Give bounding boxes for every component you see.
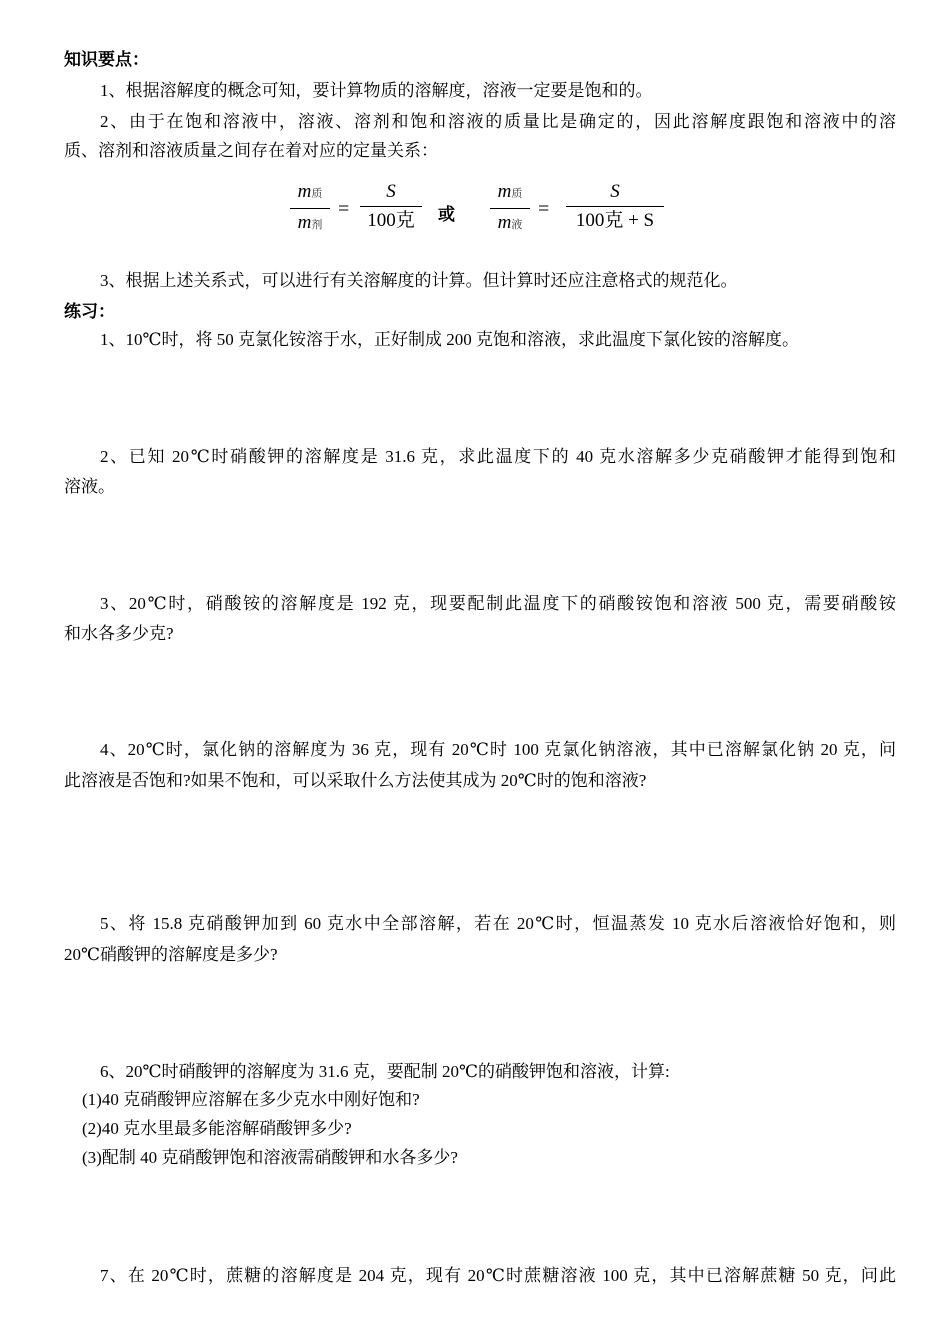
- fraction-solute-over-solvent: m质 m剂: [290, 180, 330, 237]
- question-6-line1: 6、20℃时硝酸钾的溶解度为 31.6 克，要配制 20℃的硝酸钾饱和溶液，计算:: [100, 1062, 670, 1081]
- knowledge-heading: 知识要点：: [64, 50, 149, 69]
- knowledge-point-1: 1、根据溶解度的概念可知，要计算物质的溶解度，溶液一定要是饱和的。: [100, 81, 653, 100]
- question-6-part-2: (2)40 克水里最多能溶解硝酸钾多少?: [82, 1119, 352, 1138]
- question-3-line2: 和水各多少克?: [64, 624, 174, 643]
- question-7-line1: 7、在 20℃时，蔗糖的溶解度是 204 克，现有 20℃时蔗糖溶液 100 克，其中已溶解蔗糖 50 克，问此: [100, 1266, 896, 1285]
- knowledge-point-2-line1: 2、由于在饱和溶液中，溶液、溶剂和饱和溶液的质量比是确定的，因此溶解度跟饱和溶液中的溶: [100, 112, 896, 131]
- knowledge-point-2-line2: 质、溶剂和溶液质量之间存在着对应的定量关系：: [64, 141, 438, 160]
- question-2-line1: 2、已知 20℃时硝酸钾的溶解度是 31.6 克，求此温度下的 40 克水溶解多少克硝酸钾才能得到饱和: [100, 447, 896, 466]
- solubility-formula: [290, 180, 670, 242]
- question-3-line1: 3、20℃时，硝酸铵的溶解度是 192 克，现要配制此温度下的硝酸铵饱和溶液 500 克，需要硝酸铵: [100, 594, 896, 613]
- question-1: 1、10℃时，将 50 克氯化铵溶于水，正好制成 200 克饱和溶液，求此温度下氯化铵的溶解度。: [100, 330, 800, 349]
- question-6-part-3: (3)配制 40 克硝酸钾饱和溶液需硝酸钾和水各多少?: [82, 1148, 458, 1167]
- fraction-S-over-100g: S 100克: [360, 180, 422, 233]
- question-2-line2: 溶液。: [64, 477, 115, 496]
- question-4-line2: 此溶液是否饱和?如果不饱和，可以采取什么方法使其成为 20℃时的饱和溶液?: [64, 771, 647, 790]
- question-5-line2: 20℃硝酸钾的溶解度是多少?: [64, 945, 278, 964]
- or-label: 或: [438, 205, 455, 224]
- knowledge-point-3: 3、根据上述关系式，可以进行有关溶解度的计算。但计算时还应注意格式的规范化。: [100, 271, 738, 290]
- equals-sign-2: =: [538, 198, 550, 220]
- question-5-line1: 5、将 15.8 克硝酸钾加到 60 克水中全部溶解，若在 20℃时，恒温蒸发 10 克水后溶液恰好饱和，则: [100, 914, 896, 933]
- fraction-S-over-100g-plus-S: S 100克 + S: [566, 180, 664, 233]
- equals-sign-1: =: [338, 198, 350, 220]
- question-4-line1: 4、20℃时，氯化钠的溶解度为 36 克，现有 20℃时 100 克氯化钠溶液，其中已溶解氯化钠 20 克，问: [100, 740, 896, 759]
- exercise-heading: 练习：: [64, 302, 115, 321]
- question-6-part-1: (1)40 克硝酸钾应溶解在多少克水中刚好饱和?: [82, 1090, 420, 1109]
- fraction-solute-over-solution: m质 m液: [490, 180, 530, 237]
